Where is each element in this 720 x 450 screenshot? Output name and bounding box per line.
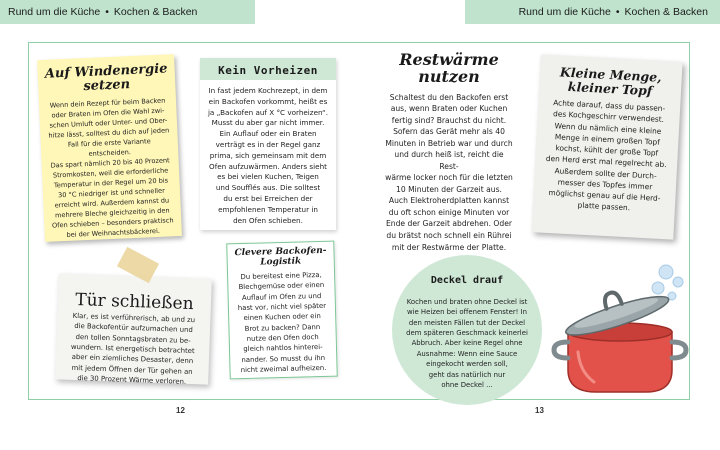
note-windenergie (37, 54, 182, 242)
note-body: Achte darauf, dass du passen- des Kochgeschirr verwendest. Wenn du nämlich eine kleine Menge in einem großen Topf kochst, kühlt der große Topf den Herd erst mal regelrecht ab. Außerdem sollte der Durch- messer des Topfes immer möglichst genau auf die Herd- platte passen. (545, 98, 667, 213)
note-title: Deckel drauf (430, 275, 504, 286)
note-title: Kein Vorheizen (218, 64, 318, 77)
running-header-left (8, 6, 197, 18)
note-body: Du bereitest eine Pizza, Blechgemüse oder einen Auflauf im Ofen zu und hast vor, nicht viel später einen Kuchen oder ein Brot zu backen? Dann nutze den Ofen doch gleich nahtlos hinterei- nander. So musst du ihn nicht zweimal aufheizen. (237, 270, 327, 375)
note-restwaerme (384, 52, 514, 262)
note-body: Klar, es ist verführerisch, ab und zu die Backofentür aufzumachen und den tollen Sonntagsbraten zu be- wundern. Ist energetisch betrachtet aber ein ziemliches Desaster, denn mit jedem Öffnen der Tür gehen an die 30 Prozent Wärme verloren. (70, 311, 196, 387)
header-chapter: Kochen & Backen (113, 6, 198, 18)
note-title: Tür schließen (74, 289, 194, 315)
header-section: Rund um die Küche (518, 6, 611, 18)
note-title: Kleine Menge, kleiner Topf (559, 64, 662, 98)
header-section: Rund um die Küche (8, 6, 101, 18)
page-number-right: 13 (535, 406, 544, 415)
cooking-pot-with-lid-icon (546, 262, 696, 402)
note-body: Wenn dein Rezept für beim Backen oder Braten im Ofen die Wahl zwi- schen Umluft oder Unter- und Ober- hitze lässt, solltest du dich auf jeden Fall für die erste Variante entscheiden. Das spart nämlich 20 bis 40 Prozent Stromkosten, weil die erforderliche Temperatur in der Regel um 20 bis 30 °C niedriger ist und schneller erreicht wird. Außerdem kannst du mehrere Bleche gleichzeitig in den Ofen schieben – besonders praktisch bei der Weihnachtsbäckerei. (48, 96, 174, 240)
running-header-right (519, 6, 708, 18)
header-chapter: Kochen & Backen (624, 6, 708, 18)
header-separator: • (105, 6, 109, 18)
header-right (465, 0, 720, 24)
note-title: Clevere Backofen-Logistik (234, 245, 327, 268)
header-separator: • (615, 6, 620, 18)
note-kleine-menge (531, 54, 682, 239)
page-number-left: 12 (176, 406, 185, 415)
note-body: Kochen und braten ohne Deckel ist wie Heizen bei offenem Fenster! In den meisten Fällen tut der Deckel dem späteren Geschmack keinerlei Abbruch. Aber keine Regel ohne Ausnahme: Wenn eine Sauce eingekocht werden soll, geht das natürlich nur ohne Deckel ... (406, 298, 528, 389)
note-title: Restwärme nutzen (399, 50, 499, 86)
note-body: Schaltest du den Backofen erst aus, wenn Braten oder Kuchen fertig sind? Brauchst du nicht. Sofern das Gerät mehr als 40 Minuten in Betrieb war und durch und durch heiß ist, reicht die Rest- wärme locker noch für die letzten 10 Minuten der Garzeit aus. Auch Elektroherdplatten kannst du oft schon einige Minuten vor Ende der Garzeit abdrehen. Oder du brätst noch schnell ein Rührei mit der Restwärme der Platte. (385, 92, 513, 252)
note-body: In fast jedem Kochrezept, in dem ein Backofen vorkommt, heißt es ja „Backofen auf X °C vorheizen“. Musst du aber gar nicht immer. Ein Auflauf oder ein Braten verträgt es in der Regel ganz prima, sich gemeinsam mit dem Ofen aufzuwärmen. Anders sieht es bei vielen Kuchen, Teigen und Soufflés aus. Die solltest du erst bei Erreichen der empfohlenen Temperatur in den Ofen schieben. (207, 86, 329, 225)
note-tuer-schliessen (55, 273, 212, 387)
note-deckel-drauf (392, 255, 542, 405)
header-left (0, 0, 255, 24)
note-kein-vorheizen (200, 58, 336, 230)
note-title: Auf Windenergie setzen (44, 61, 168, 94)
note-backofen-logistik (226, 241, 338, 380)
